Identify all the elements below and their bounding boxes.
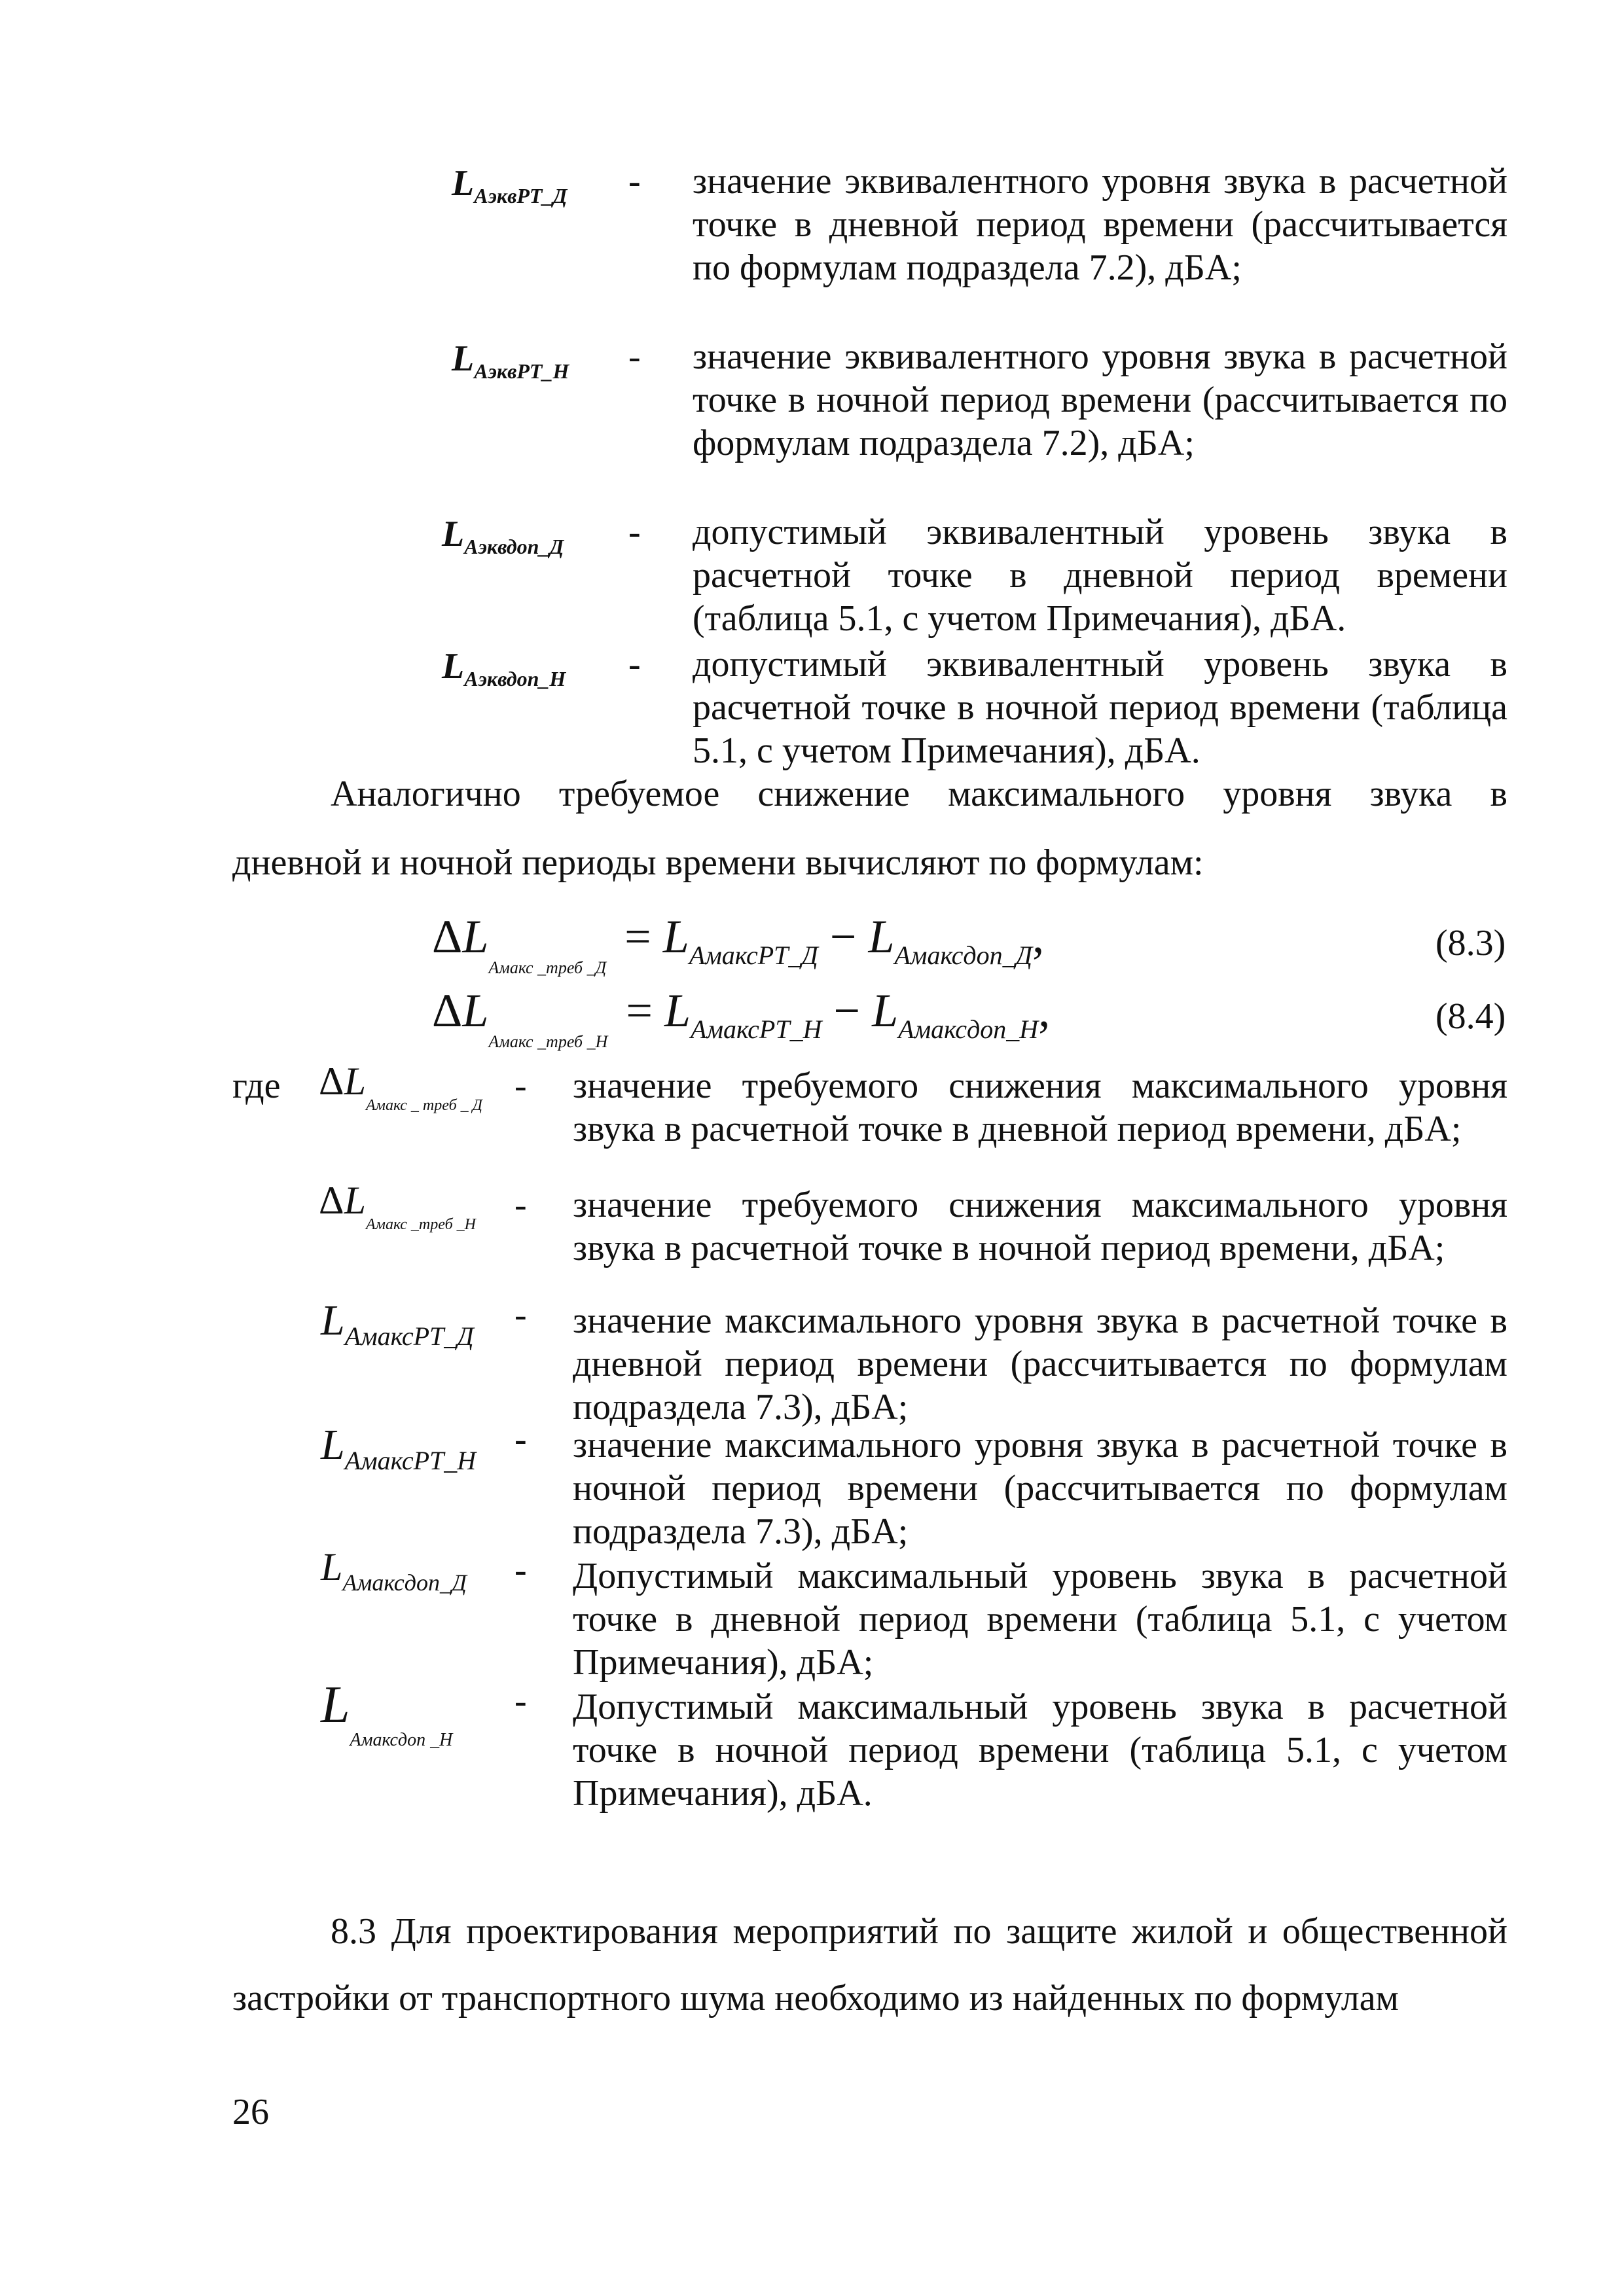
symbol-l-aekv-rt-n: $L_{AэквРТ\_Н}$ (452, 338, 569, 383)
definition-dash: - (628, 336, 641, 377)
definition-dash: - (628, 161, 641, 202)
symbol-l-max-dop-d: $L_{Амаксдоп\_Д}$ (321, 1545, 467, 1596)
definition-text: допустимый эквивалентный уровень звука в расчетной точке в дневной период времени (таблица 5.1, с учетом Примечания), дБA. (693, 512, 1507, 639)
definition-text: Допустимый максимальный уровень звука в расчетной точке в дневной период времени (таблица 5.1, с учетом Примечания), дБA; (573, 1556, 1507, 1683)
page-number: 26 (232, 2092, 269, 2132)
definition-dash: - (514, 1681, 527, 1721)
definition-dash: - (514, 1185, 527, 1225)
symbol-l-aekv-rt-d: $L_{AэквРТ\_Д}$ (452, 163, 568, 207)
definition-text: Допустимый максимальный уровень звука в расчетной точке в ночной период времени (таблица 5.1, с учетом Примечания), дБA. (573, 1687, 1507, 1814)
symbol-l-aekvdop-n: $L_{Aэквдоп\_Н}$ (442, 646, 566, 691)
symbol-l-aekvdop-d: $L_{Aэквдоп\_Д}$ (442, 514, 564, 558)
definition-text: значение максимального уровня звука в расчетной точке в ночной период времени (рассчитывается по формулам подраздела 7.3), дБA; (573, 1425, 1507, 1552)
definition-dash: - (514, 1419, 527, 1460)
paragraph-line: Аналогично требуемое снижение максимального уровня звука в (331, 774, 1507, 814)
definition-text: значение требуемого снижения максимального уровня звука в расчетной точке в дневной период времени, дБA; (573, 1066, 1507, 1149)
symbol-delta-l-max-treb-d: $\Delta L_{Амакс \_ треб \_ Д}$ (319, 1060, 482, 1114)
symbol-l-max-rt-n: $L_{АмаксРТ\_Н}$ (321, 1421, 477, 1475)
definition-text: значение максимального уровня звука в расчетной точке в дневной период времени (рассчитывается по формулам подраздела 7.3), дБA; (573, 1300, 1507, 1427)
definition-text: значение эквивалентного уровня звука в расчетной точке в ночной период времени (рассчитывается по формулам подраздела 7.2), дБA; (693, 336, 1507, 463)
formula-number: (8.3) (1435, 923, 1506, 963)
definition-text: допустимый эквивалентный уровень звука в расчетной точке в ночной период времени (таблица 5.1, с учетом Примечания), дБA. (693, 644, 1507, 771)
symbol-l-max-rt-d: $L_{АмаксРТ\_Д}$ (321, 1297, 474, 1351)
definition-text: значение эквивалентного уровня звука в расчетной точке в дневной период времени (рассчитывается по формулам подраздела 7.2), дБA; (693, 161, 1507, 288)
formula-8-3: $\Delta L_{Амакс \_треб \_Д} = L_{АмаксРТ\_Д} - L_{Амаксдоп\_Д}$, (432, 910, 1045, 977)
symbol-delta-l-max-treb-n: $\Delta L_{Амакс \_треб \_Н}$ (319, 1179, 476, 1233)
definition-dash: - (628, 512, 641, 552)
formula-number: (8.4) (1435, 996, 1506, 1037)
paragraph-line: дневной и ночной периоды времени вычисляют по формулам: (232, 842, 1204, 883)
definition-text: значение требуемого снижения максимального уровня звука в расчетной точке в ночной период времени, дБA; (573, 1185, 1507, 1268)
definition-dash: - (514, 1550, 527, 1590)
formula-8-4: $\Delta L_{Амакс \_треб \_Н} = L_{АмаксРТ\_Н} - L_{Амаксдоп\_Н}$, (432, 984, 1051, 1051)
paragraph-line: застройки от транспортного шума необходимо из найденных по формулам (232, 1978, 1399, 2018)
where-label: где (232, 1066, 281, 1106)
definition-dash: - (628, 644, 641, 685)
definition-dash: - (514, 1295, 527, 1335)
symbol-l-max-dop-n: $L_{Амаксдоп \_Н}$ (321, 1676, 453, 1750)
paragraph-line: 8.3 Для проектирования мероприятий по защите жилой и общественной (331, 1911, 1507, 1952)
definition-dash: - (514, 1066, 527, 1106)
